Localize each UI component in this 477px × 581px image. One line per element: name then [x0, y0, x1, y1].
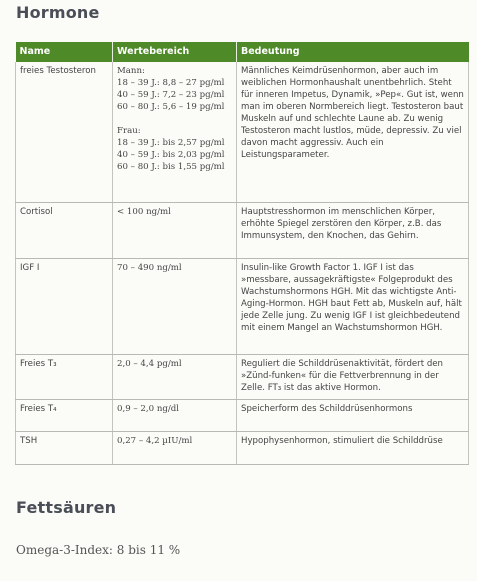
hormone-range: 0,9 – 2,0 ng/dl	[113, 399, 237, 431]
hormone-name: Freies T₄	[16, 399, 113, 431]
hormone-name: Cortisol	[16, 202, 113, 258]
table-row	[16, 62, 469, 202]
column-header-meaning: Bedeutung	[237, 42, 469, 62]
hormone-meaning: Hauptstresshormon im menschlichen Körper, erhöhte Spiegel zerstören den Körper, z.B. das Immunsystem, den Knochen, das Gehirn.	[237, 202, 469, 258]
table-row	[16, 354, 469, 399]
hormone-meaning: Insulin-like Growth Factor 1. IGF I ist das »messbare, aussagekräftigste« Folgeprodukt des Wachstumshormons HGH. Mit das wichtigste Anti-Aging-Hormon. HGH baut Fett ab, Muskeln auf, hält jede Zelle jung. Zu wenig IGF I ist gleichbedeutend mit einem Mangel an Wachstumshormon HGH.	[237, 258, 469, 354]
omega-3-index-text: Omega-3-Index: 8 bis 11 %	[16, 543, 181, 557]
hormone-range: < 100 ng/ml	[113, 202, 237, 258]
table-header-row	[16, 42, 469, 62]
table-row	[16, 399, 469, 431]
table-row	[16, 431, 469, 464]
hormone-range: Mann: 18 – 39 J.: 8,8 – 27 pg/ml 40 – 59 J.: 7,2 – 23 pg/ml 60 – 80 J.: 5,6 – 19 pg/ml Frau: 18 – 39 J.: bis 2,57 pg/ml 40 – 59 J.: bis 2,03 pg/ml 60 – 80 J.: bis 1,55 pg/ml	[113, 62, 237, 202]
hormone-table	[15, 42, 469, 465]
table-row	[16, 202, 469, 258]
hormone-meaning: Reguliert die Schilddrüsenaktivität, fördert den »Zünd-funken« für die Fettverbrennung in der Zelle. FT₃ ist das aktive Hormon.	[237, 354, 469, 399]
hormone-range: 2,0 – 4,4 pg/ml	[113, 354, 237, 399]
section-title-hormone: Hormone	[16, 3, 100, 22]
table-row	[16, 258, 469, 354]
hormone-name: Freies T₃	[16, 354, 113, 399]
hormone-name: TSH	[16, 431, 113, 464]
hormone-range: 70 – 490 ng/ml	[113, 258, 237, 354]
hormone-meaning: Männliches Keimdrüsenhormon, aber auch im weiblichen Hormonhaushalt unentbehrlich. Steht für inneren Impetus, Dynamik, »Pep«. Gut ist, wenn man im oberen Normbereich liegt. Testosteron baut Muskeln auf und schlechte Laune ab. Zu wenig Testosteron macht lustlos, müde, depressiv. Zu viel davon macht aggressiv. Auch ein Leistungsparameter.	[237, 62, 469, 202]
hormone-name: IGF I	[16, 258, 113, 354]
hormone-name: freies Testosteron	[16, 62, 113, 202]
hormone-range: 0,27 – 4,2 µIU/ml	[113, 431, 237, 464]
hormone-meaning: Hypophysenhormon, stimuliert die Schilddrüse	[237, 431, 469, 464]
column-header-name: Name	[16, 42, 113, 62]
section-title-fettsaeuren: Fettsäuren	[16, 498, 117, 517]
column-header-range: Wertebereich	[113, 42, 237, 62]
hormone-meaning: Speicherform des Schilddrüsenhormons	[237, 399, 469, 431]
